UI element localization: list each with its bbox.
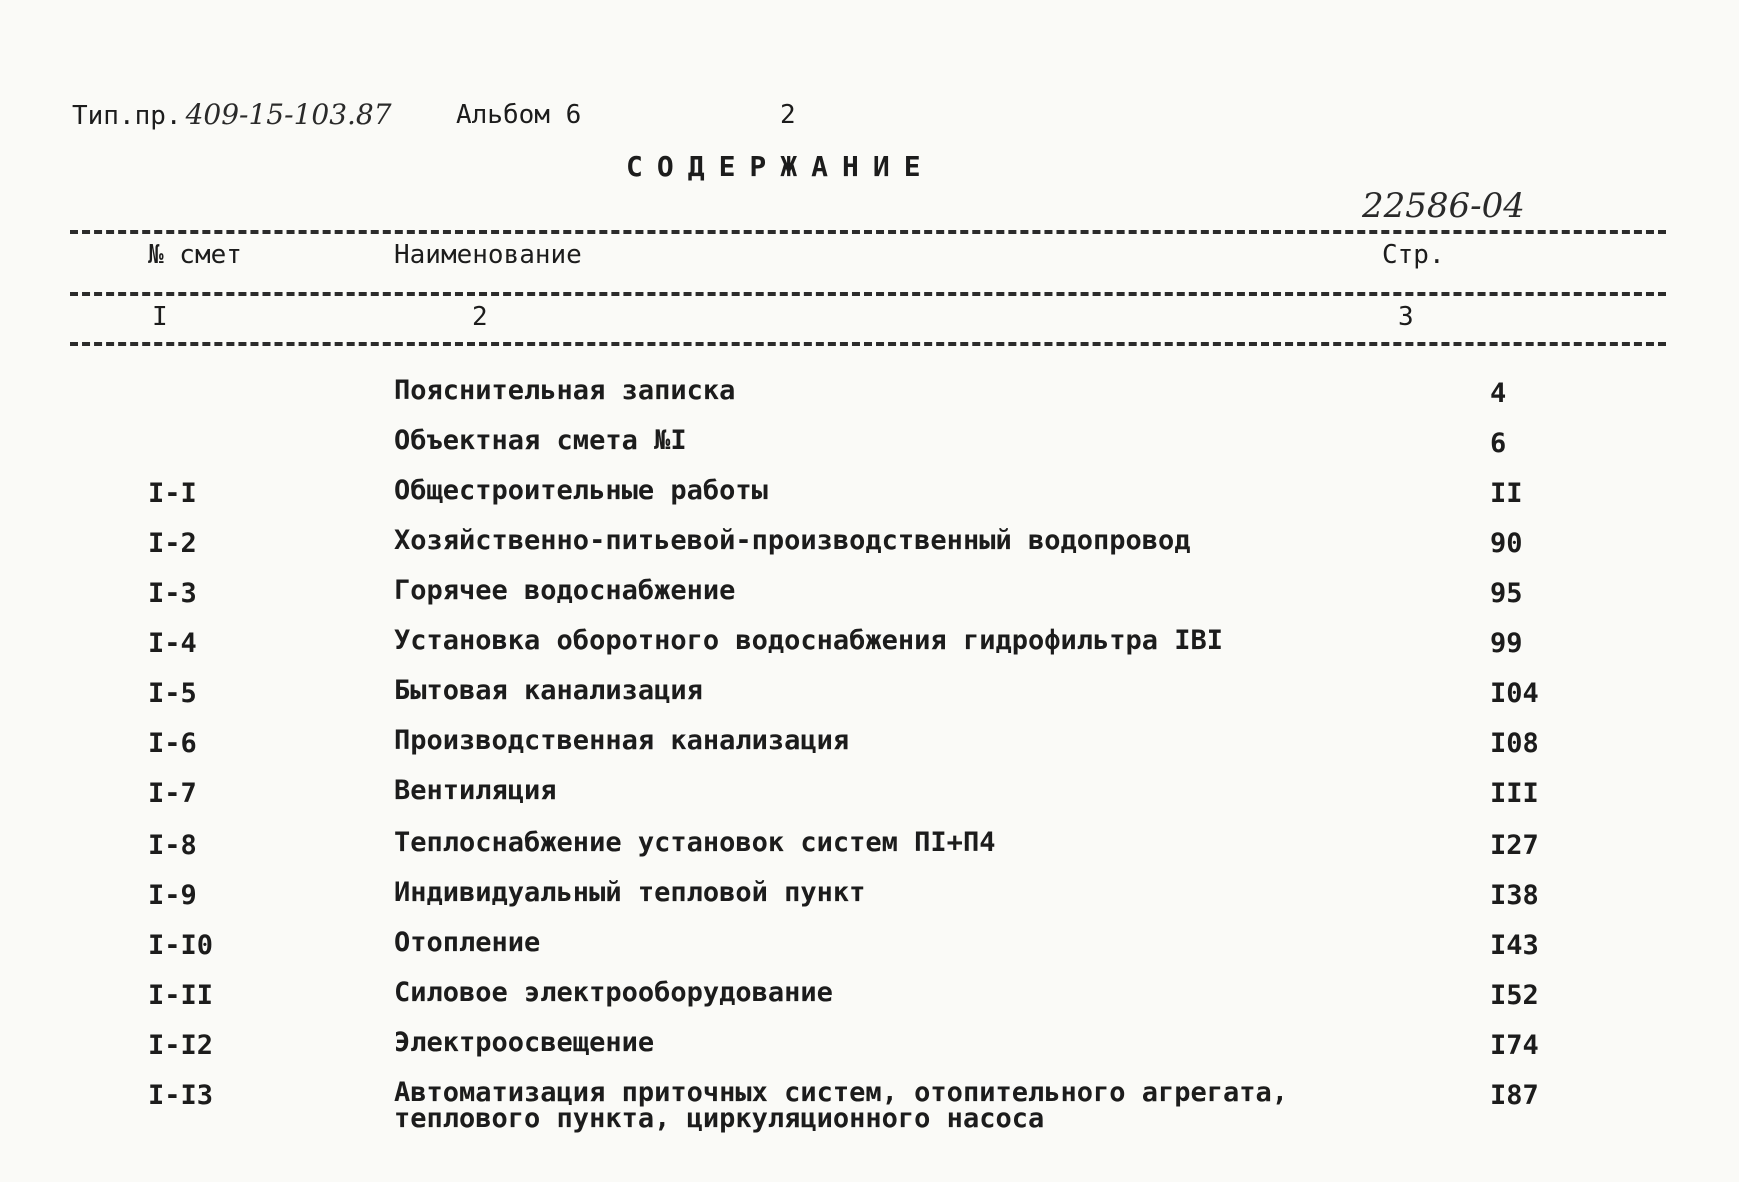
list-item <box>0 977 1739 1020</box>
page-number: 2 <box>780 100 796 130</box>
estimate-number: I-I <box>148 478 197 509</box>
section-name: Установка оборотного водоснабжения гидрофильтра IBI <box>394 625 1224 656</box>
estimate-number: I-I3 <box>148 1080 214 1111</box>
page-ref: 95 <box>1490 578 1523 609</box>
list-item <box>0 725 1739 768</box>
estimate-number: I-6 <box>148 728 197 759</box>
project-code-prefix: Тип.пр. <box>72 101 182 131</box>
page-ref: I87 <box>1490 1080 1539 1111</box>
table-top-rule <box>70 230 1666 234</box>
list-item <box>0 927 1739 970</box>
list-item <box>0 625 1739 668</box>
column-header-number: № смет <box>148 240 242 270</box>
page-ref: I43 <box>1490 930 1539 961</box>
estimate-number: I-5 <box>148 678 197 709</box>
list-item <box>0 827 1739 870</box>
page-ref: 4 <box>1490 378 1507 409</box>
column-index-page: 3 <box>1398 302 1414 332</box>
section-name: Отопление <box>394 927 541 958</box>
column-index-name: 2 <box>472 302 488 332</box>
estimate-number: I-II <box>148 980 214 1011</box>
list-item <box>0 877 1739 920</box>
estimate-number: I-I0 <box>148 930 214 961</box>
estimate-number: I-7 <box>148 778 197 809</box>
estimate-number: I-8 <box>148 830 197 861</box>
list-item <box>0 775 1739 818</box>
column-header-name: Наименование <box>394 240 582 270</box>
list-item <box>0 675 1739 718</box>
page-ref: I38 <box>1490 880 1539 911</box>
list-item <box>0 425 1739 468</box>
table-index-rule <box>70 342 1666 346</box>
project-code <box>72 98 392 131</box>
list-item <box>0 1077 1739 1134</box>
section-name: Бытовая канализация <box>394 675 703 706</box>
section-name: Вентиляция <box>394 775 557 806</box>
page-title: СОДЕРЖАНИЕ <box>626 150 935 183</box>
section-name: Пояснительная записка <box>394 375 736 406</box>
section-name: Индивидуальный тепловой пункт <box>394 877 866 908</box>
page-ref: II <box>1490 478 1523 509</box>
section-name: Объектная смета №I <box>394 425 687 456</box>
section-name: Горячее водоснабжение <box>394 575 736 606</box>
list-item <box>0 575 1739 618</box>
estimate-number: I-3 <box>148 578 197 609</box>
section-name: Электроосвещение <box>394 1027 655 1058</box>
section-name: Производственная канализация <box>394 725 850 756</box>
list-item <box>0 375 1739 418</box>
album-label: Альбом 6 <box>456 100 582 130</box>
estimate-number: I-9 <box>148 880 197 911</box>
list-item <box>0 475 1739 518</box>
estimate-number: I-I2 <box>148 1030 214 1061</box>
page-ref: I74 <box>1490 1030 1539 1061</box>
page-ref: III <box>1490 778 1539 809</box>
list-item <box>0 525 1739 568</box>
estimate-number: I-2 <box>148 528 197 559</box>
handwritten-inventory-number: 22586-04 <box>1362 186 1525 226</box>
table-header-rule <box>70 292 1666 296</box>
section-name: Силовое электрооборудование <box>394 977 833 1008</box>
page-ref: 99 <box>1490 628 1523 659</box>
page-ref: 90 <box>1490 528 1523 559</box>
page-ref: I27 <box>1490 830 1539 861</box>
section-name: Общестроительные работы <box>394 475 768 506</box>
page-ref: I52 <box>1490 980 1539 1011</box>
list-item <box>0 1027 1739 1070</box>
project-code-number: 409-15-103.87 <box>185 98 392 131</box>
column-index-number: I <box>152 302 168 332</box>
section-name: Хозяйственно-питьевой-производственный водопровод <box>394 525 1191 556</box>
page-ref: I08 <box>1490 728 1539 759</box>
estimate-number: I-4 <box>148 628 197 659</box>
section-name: Автоматизация приточных систем, отопительного агрегата, теплового пункта, циркуляционного насоса <box>394 1077 1289 1134</box>
page-ref: I04 <box>1490 678 1539 709</box>
section-name: Теплоснабжение установок систем ПI+П4 <box>394 827 996 858</box>
column-header-page: Стр. <box>1382 240 1445 270</box>
page-ref: 6 <box>1490 428 1507 459</box>
